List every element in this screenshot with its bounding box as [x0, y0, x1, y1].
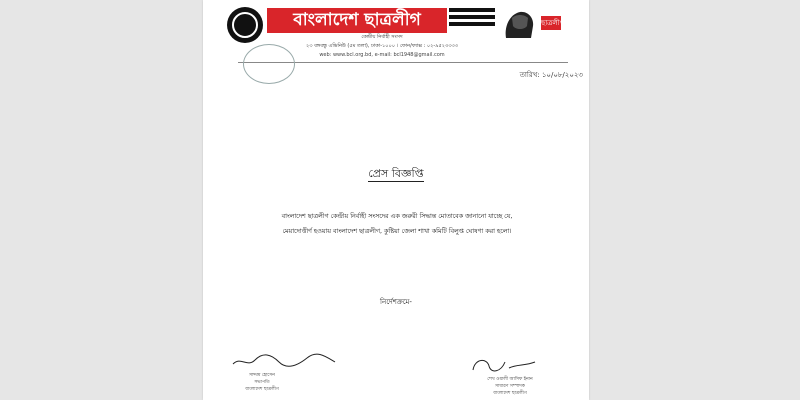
header-badge: ছাত্রলীগ	[541, 16, 561, 30]
body-line-2: মেয়াদোত্তীর্ণ হওয়ায় বাংলাদেশ ছাত্রলীগ, কুষ্টিয়া জেলা শাখা কমিটি বিলুপ্ত ঘোষণা করা হলো।	[282, 228, 512, 235]
press-release-title	[203, 165, 589, 184]
signatory-right-org: বাংলাদেশ ছাত্রলীগ	[493, 391, 527, 396]
signatory-right-name: শেখ ওয়ালী আসিফ ইনান	[487, 377, 533, 382]
body-line-1: বাংলাদেশ ছাত্রলীগ কেন্দ্রীয় নির্বাহী সংসদের এক জরুরী সিদ্ধান্ত মোতাবেক জানানো যাচ্ছে যে,	[281, 213, 513, 220]
signature-right-icon	[465, 352, 575, 376]
press-release-document	[203, 0, 589, 400]
organization-logo-icon	[227, 7, 263, 43]
instruction-line: নির্দেশক্রমে-	[380, 298, 412, 306]
press-release-body	[239, 209, 555, 239]
signature-block-left	[227, 350, 347, 400]
press-release-title-text: প্রেস বিজ্ঞপ্তি	[368, 167, 424, 180]
signatory-left-name: সাদ্দাম হোসেন	[249, 373, 275, 378]
header-stripes	[449, 8, 495, 33]
signatory-left-role: সভাপতি	[254, 380, 270, 385]
signatory-right-role: সাধারণ সম্পাদক	[495, 384, 525, 389]
organization-name: বাংলাদেশ ছাত্রলীগ	[267, 8, 447, 33]
signature-left-icon	[227, 350, 347, 372]
signature-block-right	[465, 352, 575, 400]
header-web-email: web: www.bcl.org.bd, e-mail: bcl1948@gmail.com	[319, 52, 445, 58]
office-stamp-icon	[243, 44, 295, 84]
header-address: ২৩ বঙ্গবন্ধু এভিনিউ (৫ম তলা), ঢাকা-১০০০ । ফোন/ফ্যাক্স : ০২-৯৫২৩৩৩৩	[306, 43, 458, 49]
document-date: তারিখ: ১০/০৮/২০২৩	[519, 71, 583, 79]
header-subtitle: কেন্দ্রীয় নির্বাহী সংসদ	[361, 34, 403, 40]
signatory-left-org: বাংলাদেশ ছাত্রলীগ	[245, 387, 279, 392]
portrait-icon	[498, 4, 540, 40]
